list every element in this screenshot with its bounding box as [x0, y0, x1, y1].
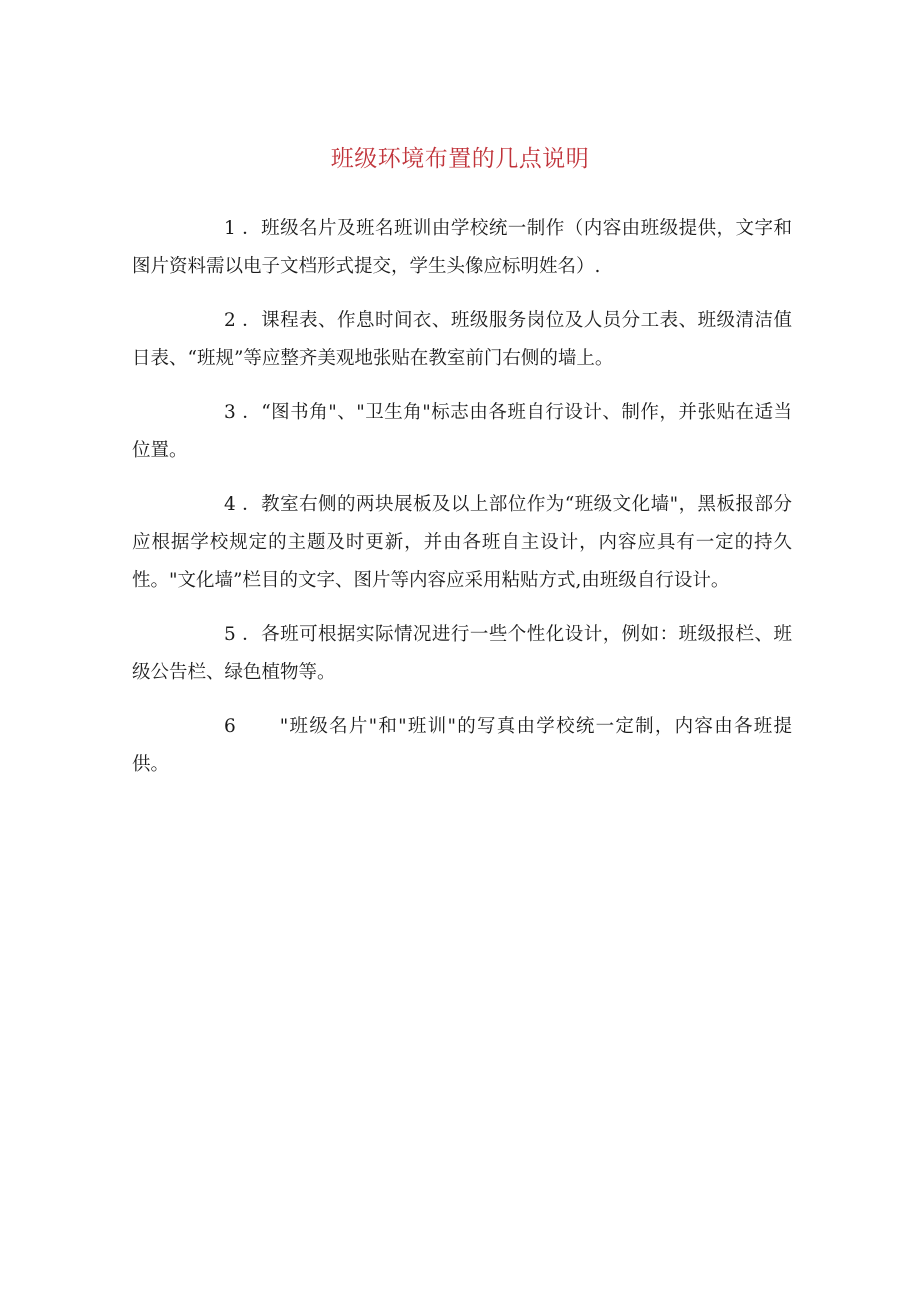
item-number: 4 [224, 494, 236, 515]
item-text: 班级名片及班名班训由学校统一制作（内容由班级提供，文字和图片资料需以电子文档形式提交，学生头像应标明姓名）. [132, 218, 792, 277]
item-separator: ． [242, 310, 262, 331]
item-separator: ． [242, 624, 262, 645]
list-item [132, 394, 792, 470]
item-number: 6 [224, 716, 236, 737]
document-body [132, 210, 792, 800]
item-number: 1 [224, 218, 236, 239]
item-separator: ． [242, 494, 262, 515]
list-item [132, 708, 792, 784]
item-separator: ． [242, 402, 262, 423]
list-item [132, 210, 792, 286]
item-separator: ． [242, 218, 262, 239]
list-item [132, 616, 792, 692]
item-text: 各班可根据实际情况进行一些个性化设计，例如：班级报栏、班级公告栏、绿色植物等。 [132, 624, 792, 683]
item-text: 教室右侧的两块展板及以上部位作为“班级文化墙"，黑板报部分应根据学校规定的主题及时更新，并由各班自主设计，内容应具有一定的持久性。"文化墙”栏目的文字、图片等内容应采用粘贴方式,由班级自行设计。 [132, 494, 792, 591]
item-text: 课程表、作息时间衣、班级服务岗位及人员分工表、班级清洁值日表、“班规”等应整齐美观地张贴在教室前门右侧的墙上。 [132, 310, 792, 369]
list-item [132, 302, 792, 378]
item-text: "班级名片"和"班训"的写真由学校统一定制，内容由各班提供。 [132, 716, 792, 775]
item-number: 5 [224, 624, 236, 645]
item-number: 3 [224, 402, 236, 423]
document-title: 班级环境布置的几点说明 [330, 146, 590, 172]
list-item [132, 486, 792, 600]
item-number: 2 [224, 310, 236, 331]
item-text: “图书角"、"卫生角"标志由各班自行设计、制作，并张贴在适当位置。 [132, 402, 792, 461]
